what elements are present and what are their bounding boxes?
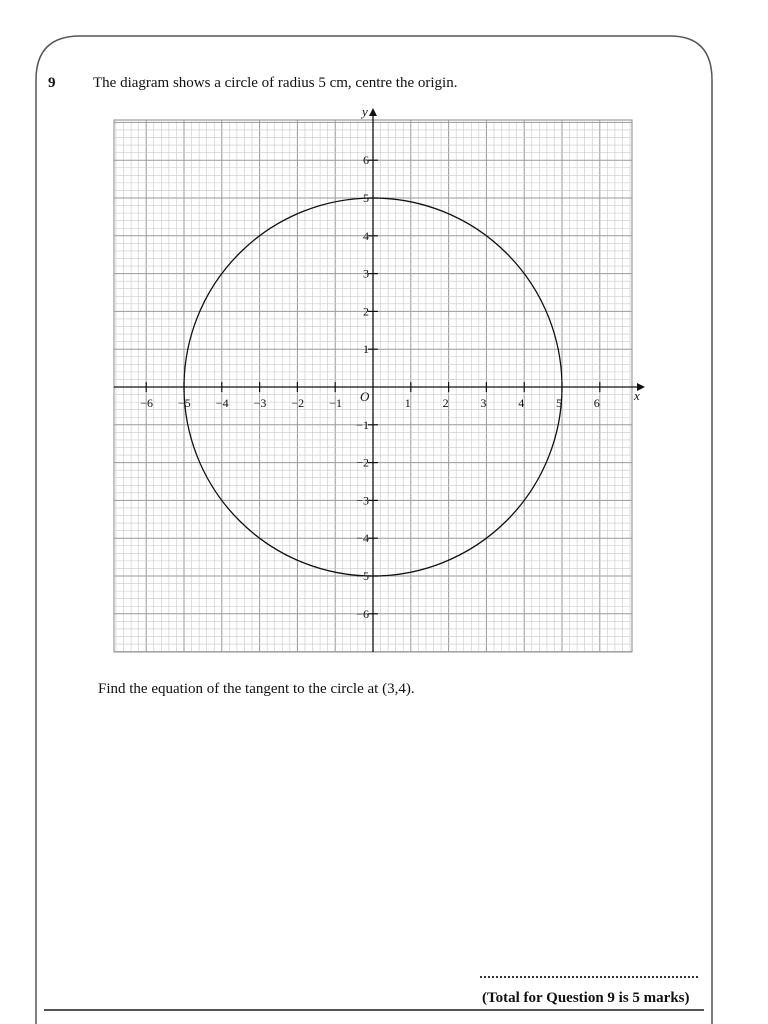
- axes: [114, 108, 645, 652]
- y-tick-label: −2: [356, 455, 369, 470]
- y-tick-label: 2: [363, 304, 369, 319]
- question-number: 9: [48, 75, 56, 91]
- y-tick-label: 4: [363, 228, 369, 243]
- x-tick-label: −5: [178, 396, 191, 410]
- y-tick-label: 6: [363, 153, 369, 168]
- y-tick-label: −1: [356, 417, 369, 432]
- x-tick-label: 3: [480, 396, 487, 410]
- x-tick-label: 1: [404, 396, 411, 410]
- x-axis-label: x: [634, 388, 640, 403]
- x-tick-label: 2: [442, 396, 449, 410]
- y-tick-label: 3: [363, 266, 369, 281]
- answer-line: [480, 976, 698, 978]
- y-axis-arrow: [369, 108, 377, 116]
- y-axis-label: y: [362, 104, 368, 119]
- bottom-rule: [44, 1009, 704, 1011]
- x-tick-label: −6: [140, 396, 153, 410]
- x-tick-label: −3: [253, 396, 267, 410]
- x-tick-label: −4: [215, 396, 229, 410]
- y-tick-label: −3: [356, 493, 369, 508]
- question-text: The diagram shows a circle of radius 5 cm, centre the origin.: [93, 75, 458, 91]
- y-tick-label: −5: [356, 569, 369, 583]
- origin-label: O: [360, 389, 370, 404]
- x-tick-label: 4: [518, 396, 525, 410]
- x-tick-label: −2: [291, 396, 305, 410]
- y-tick-label: −4: [356, 531, 369, 546]
- x-tick-label: 6: [593, 396, 600, 410]
- x-tick-label: −1: [329, 396, 342, 410]
- x-tick-label: 5: [556, 396, 562, 410]
- y-tick-label: −6: [356, 606, 369, 621]
- y-tick-label: 5: [363, 191, 369, 205]
- total-marks: (Total for Question 9 is 5 marks): [482, 990, 690, 1006]
- y-tick-label: 1: [363, 342, 369, 357]
- instruction-text: Find the equation of the tangent to the circle at (3,4).: [98, 681, 415, 697]
